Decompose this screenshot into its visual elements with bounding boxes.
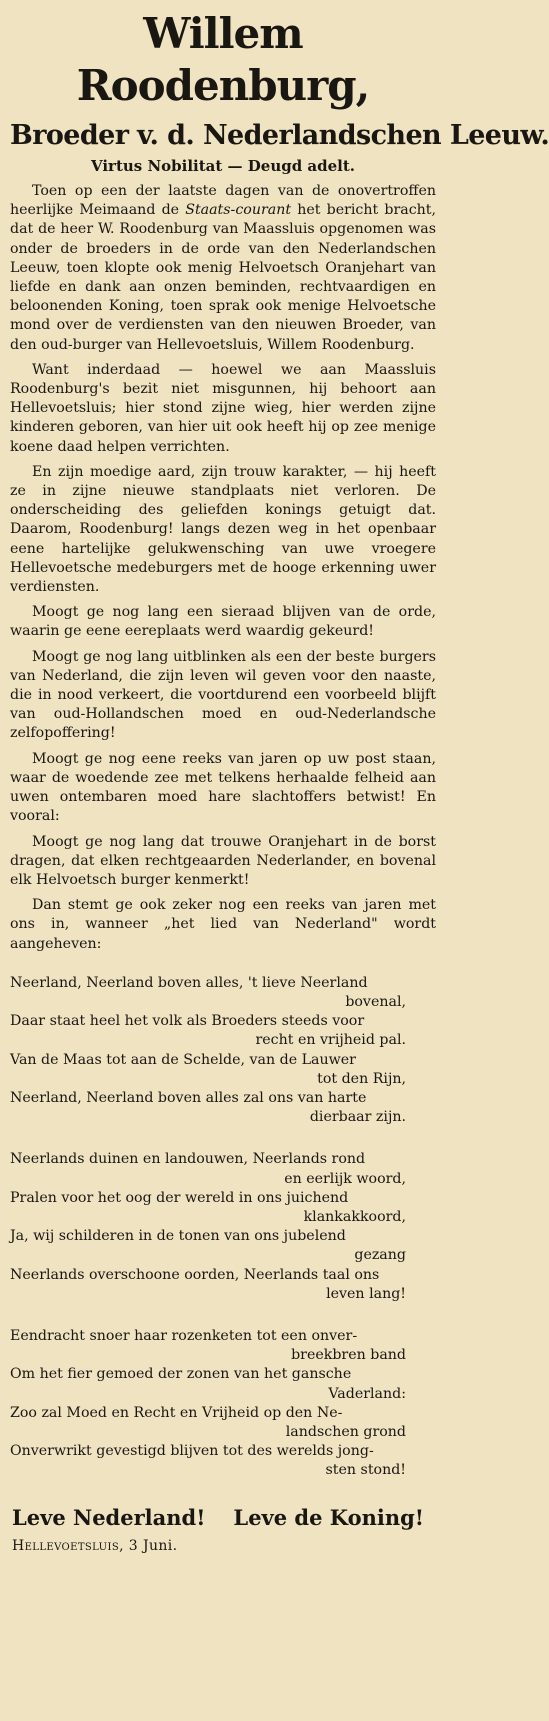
verse-main: Zoo zal Moed en Recht en Vrijheid op den Ne- — [10, 1404, 343, 1421]
article-body — [10, 182, 436, 954]
verse-main: Pralen voor het oog der wereld in ons juichend — [10, 1189, 349, 1206]
song-verse — [10, 1365, 436, 1403]
song-verse — [10, 1150, 436, 1188]
verse-tail: breekbren band — [291, 1347, 406, 1364]
verse-tail: leven lang! — [326, 1285, 406, 1302]
paragraph: Moogt ge nog eene reeks van jaren op uw post staan, waar de woedende zee met telkens herhaalde felheid aan uwen ontembaren moed hare slachtoffers betwist! En vooral: — [10, 750, 436, 825]
paragraph: Moogt ge nog lang uitblinken als een der beste burgers van Nederland, die zijn leven wil geven voor den naaste, die in nood verkeert, die voortdurend een voorbeeld blijft van oud-Hollandschen moed en oud-Nederlandsche zelfopoffering! — [10, 648, 436, 742]
paragraph-text: het bericht bracht, dat de heer W. Roodenburg van Maassluis opgenomen was onder de broeders in de orde van den Nederlandschen Leeuw, toen klopte ook menig Helvoetsch Oranjehart van liefde en dank aan onzen beminden, rechtvaardigen en beloonenden Koning, toen sprak ook menige Helvoetsche mond over de verdiensten van den nieuwen Broeder, van den oud-burger van Hellevoetsluis, Willem Roodenburg. — [10, 202, 436, 353]
verse-tail: landschen grond — [285, 1423, 406, 1440]
paragraph: En zijn moedige aard, zijn trouw karakter, — hij heeft ze in zijne nieuwe standplaats niet verloren. De onderscheiding des geliefden konings getuigt dat. Daarom, Roodenburg! langs dezen weg in het openbaar eene hartelijke gelukwensching van uwe vroegere Hellevoetsche medeburgers met de hooge erkenning uwer verdiensten. — [10, 463, 436, 596]
paragraph: Dan stemt ge ook zeker nog een reeks van jaren met ons in, wanneer „het lied van Nederland" wordt aangeheven: — [10, 897, 436, 952]
song-stanza — [10, 1150, 436, 1304]
verse-tail: bovenal, — [345, 993, 406, 1010]
song-verse — [10, 1051, 436, 1089]
verse-main: Eendracht snoer haar rozenketen tot een onver- — [10, 1327, 358, 1344]
dateline-date: 3 Juni. — [128, 1537, 178, 1554]
verse-main: Om het fier gemoed der zonen van het gansche — [10, 1366, 352, 1383]
verse-main: Neerlands overschoone oorden, Neerlands taal ons — [10, 1266, 380, 1283]
verse-tail: gezang — [354, 1247, 406, 1264]
closing-cheers — [12, 1504, 424, 1532]
verse-tail: recht en vrijheid pal. — [255, 1032, 406, 1049]
song-lyrics — [10, 974, 436, 1481]
song-verse — [10, 1189, 436, 1227]
paragraph: Moogt ge nog lang een sieraad blijven van de orde, waarin ge eene eereplaats werd waardig gekeurd! — [10, 604, 436, 640]
paragraph: Moogt ge nog lang dat trouwe Oranjehart in de borst dragen, dat elken rechtgeaarden Nederlander, en bovenal elk Helvoetsch burger kenmerkt! — [10, 833, 436, 888]
verse-tail: klankakkoord, — [303, 1208, 406, 1225]
article-title: Willem Roodenburg, — [76, 9, 370, 110]
verse-main: Onverwrikt gevestigd blijven tot des werelds jong- — [10, 1443, 374, 1460]
article-subtitle: Broeder v. d. Nederlandschen Leeuw. — [10, 120, 549, 151]
article-motto: Virtus Nobilitat — Deugd adelt. — [90, 157, 356, 175]
dateline — [12, 1536, 436, 1556]
song-stanza — [10, 1327, 436, 1481]
song-verse — [10, 1227, 436, 1265]
verse-tail: dierbaar zijn. — [309, 1109, 406, 1126]
paragraph: Want inderdaad — hoewel we aan Maassluis Roodenburg's bezit niet misgunnen, hij behoort aan Hellevoetsluis; hier stond zijne wieg, hier werden zijne kinderen geboren, van hier uit ook heeft hij op zee menige koene daad helpen verrichten. — [10, 361, 436, 455]
song-verse — [10, 1012, 436, 1050]
verse-tail: tot den Rijn, — [317, 1070, 406, 1087]
cheer-nederland: Leve Nederland! — [12, 1504, 206, 1530]
verse-main: Daar staat heel het volk als Broeders steeds voor — [10, 1013, 365, 1030]
verse-main: Van de Maas tot aan de Schelde, van de Lauwer — [10, 1051, 356, 1068]
song-verse — [10, 1327, 436, 1365]
verse-main: Neerland, Neerland boven alles, 't lieve Neerland — [10, 974, 368, 991]
song-stanza — [10, 974, 436, 1128]
verse-main: Ja, wij schilderen in de tonen van ons jubelend — [10, 1228, 346, 1245]
verse-main: Neerland, Neerland boven alles zal ons van harte — [10, 1089, 367, 1106]
cheer-koning: Leve de Koning! — [233, 1504, 424, 1530]
song-verse — [10, 1089, 436, 1127]
verse-tail: Vaderland: — [328, 1385, 406, 1402]
dateline-place: Hellevoetsluis, — [12, 1537, 124, 1554]
song-verse — [10, 1404, 436, 1442]
song-verse — [10, 1442, 436, 1480]
song-verse — [10, 1266, 436, 1304]
paragraph-text: Toen op een der laatste dagen van de onovertroffen heerlijke Meimaand de — [10, 183, 436, 219]
song-verse — [10, 974, 436, 1012]
verse-tail: sten stond! — [325, 1462, 406, 1479]
emphasis-text: Staats-courant — [185, 202, 292, 219]
paragraph — [10, 182, 436, 355]
verse-main: Neerlands duinen en landouwen, Neerlands rond — [10, 1151, 366, 1168]
verse-tail: en eerlijk woord, — [284, 1170, 406, 1187]
